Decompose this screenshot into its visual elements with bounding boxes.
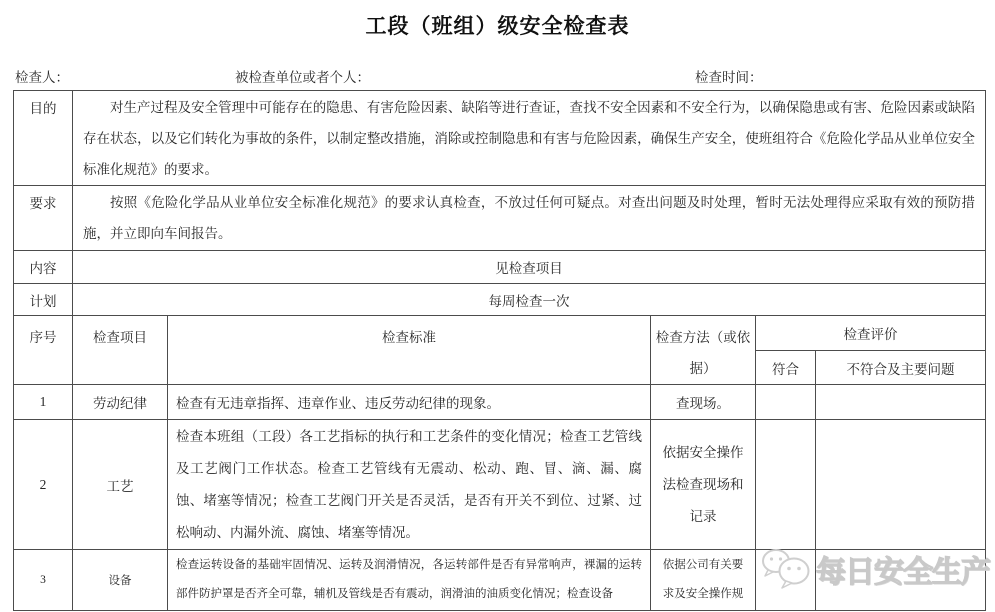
header-item: 检查项目 <box>73 316 168 385</box>
row3-method: 依据公司有关要求及安全操作规 <box>651 550 756 611</box>
row1-conform-cell <box>756 385 816 420</box>
requirement-row <box>14 186 986 251</box>
content-value: 见检查项目 <box>73 251 986 284</box>
row2-method: 依据安全操作法检查现场和记录 <box>651 420 756 550</box>
table-row <box>14 420 986 550</box>
plan-label: 计划 <box>14 284 73 316</box>
row3-seq: 3 <box>14 550 73 611</box>
inspection-time-label: 检查时间： <box>695 70 763 85</box>
row2-item: 工艺 <box>73 420 168 550</box>
purpose-row <box>14 91 986 186</box>
purpose-content: 对生产过程及安全管理中可能存在的隐患、有害危险因素、缺陷等进行查证，查找不安全因素和不安全行为，以确保隐患或有害、危险因素或缺陷存在状态，以及它们转化为事故的条件，以制定整改措施，消除或控制隐患和有害与危险因素，确保生产安全，使班组符合《危险化学品从业单位安全标准化规范》的要求。 <box>73 91 986 186</box>
plan-row <box>14 284 986 316</box>
plan-value: 每周检查一次 <box>73 284 986 316</box>
requirement-content: 按照《危险化学品从业单位安全标准化规范》的要求认真检查，不放过任何可疑点。对查出问题及时处理，暂时无法处理得应采取有效的预防措施，并立即向车间报告。 <box>73 186 986 251</box>
table-row <box>14 385 986 420</box>
watermark-text: 每日安全生产 <box>816 556 990 589</box>
row1-item: 劳动纪律 <box>73 385 168 420</box>
table-row <box>14 550 986 611</box>
header-conform: 符合 <box>756 351 816 385</box>
inspected-unit-label: 被检查单位或者个人： <box>235 70 370 85</box>
header-standard: 检查标准 <box>168 316 651 385</box>
row3-nonconform-cell <box>816 550 986 611</box>
purpose-label: 目的 <box>14 91 73 186</box>
requirement-label: 要求 <box>14 186 73 251</box>
row3-conform-cell <box>756 550 816 611</box>
row1-nonconform-cell <box>816 385 986 420</box>
page-title: 工段（班组）级安全检查表 <box>365 14 630 38</box>
header-seq: 序号 <box>14 316 73 385</box>
safety-check-table <box>13 90 986 611</box>
row1-standard: 检查有无违章指挥、违章作业、违反劳动纪律的现象。 <box>168 385 651 420</box>
header-nonconform: 不符合及主要问题 <box>816 351 986 385</box>
row2-seq: 2 <box>14 420 73 550</box>
row1-seq: 1 <box>14 385 73 420</box>
row3-standard: 检查运转设备的基础牢固情况、运转及润滑情况，各运转部件是否有异常响声，裸漏的运转部件防护罩是否齐全可靠，辅机及管线是否有震动，润滑油的油质变化情况；检查设备 <box>168 550 651 611</box>
header-method: 检查方法（或依据） <box>651 316 756 385</box>
inspector-label: 检查人： <box>15 70 69 85</box>
content-row <box>14 251 986 284</box>
content-label: 内容 <box>14 251 73 284</box>
row2-standard: 检查本班组（工段）各工艺指标的执行和工艺条件的变化情况；检查工艺管线及工艺阀门工作状态。检查工艺管线有无震动、松动、跑、冒、滴、漏、腐蚀、堵塞等情况；检查工艺阀门开关是否灵活，是否有开关不到位、过紧、过松响动、内漏外流、腐蚀、堵塞等情况。 <box>168 420 651 550</box>
header-row-1 <box>14 316 986 351</box>
header-evaluation: 检查评价 <box>756 316 986 351</box>
row2-conform-cell <box>756 420 816 550</box>
row3-item: 设备 <box>73 550 168 611</box>
row1-method: 查现场。 <box>651 385 756 420</box>
row2-nonconform-cell <box>816 420 986 550</box>
